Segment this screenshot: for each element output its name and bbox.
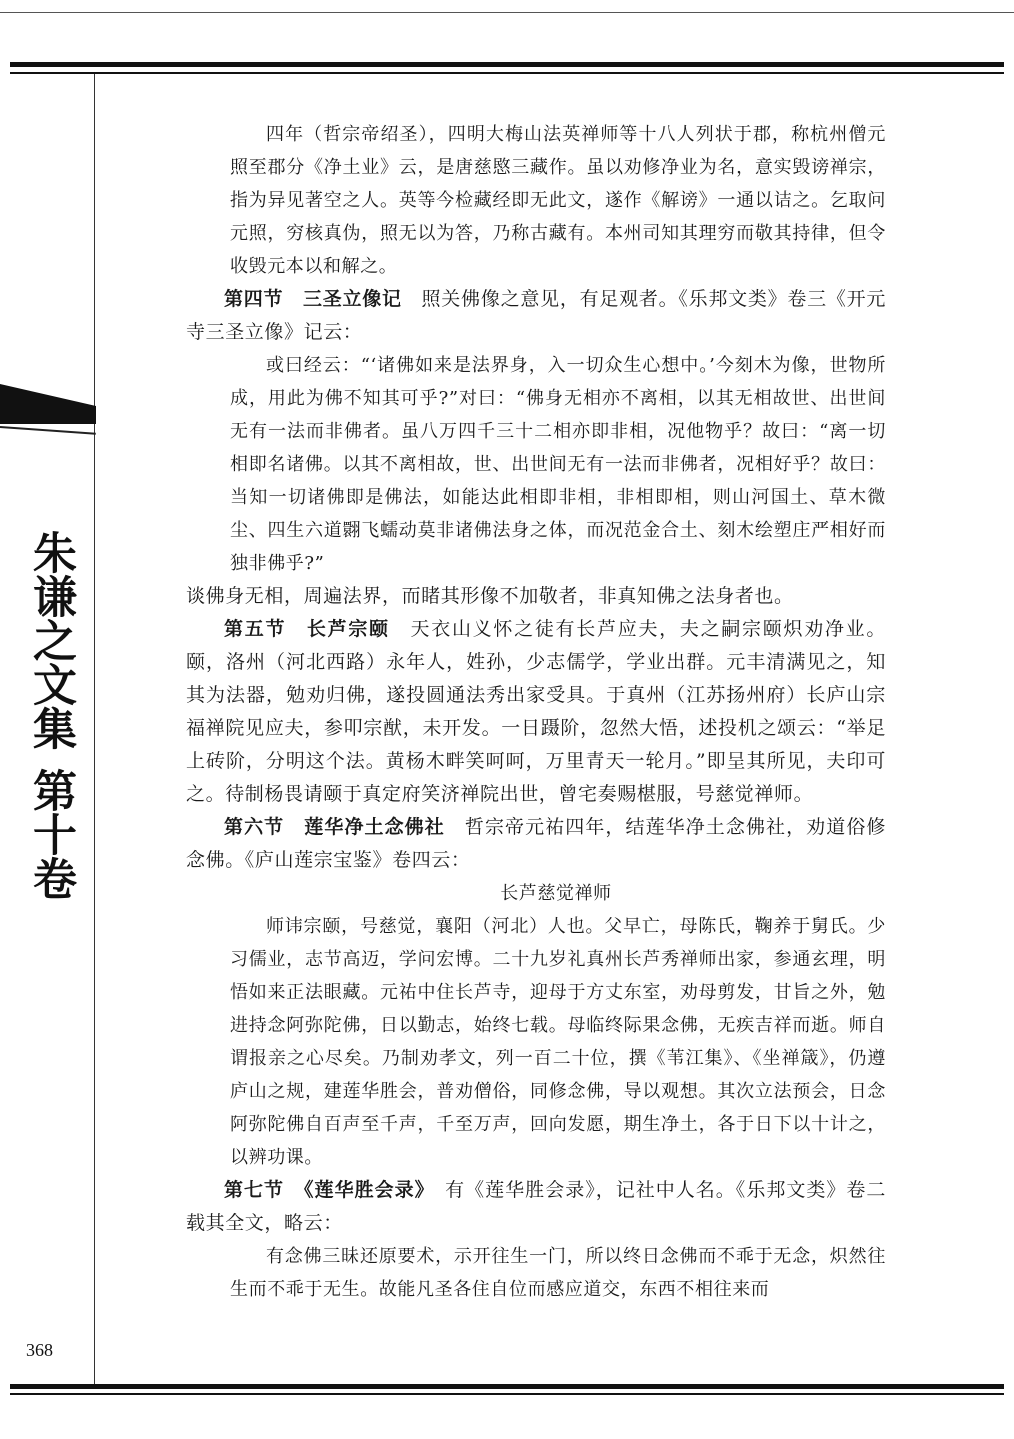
page-number: 368 xyxy=(26,1340,53,1360)
section-text-5: 天衣山义怀之徒有长芦应夫，夫之嗣宗颐炽劝净业。颐，洛州（河北西路）永年人，姓孙，少志儒学，学业出群。元丰清满见之，知其为法器，勉劝归佛，遂投圆通法秀出家受具。于真州（江苏扬州府）长庐山宗福禅院见应夫，参叩宗猷，未开发。一日蹑阶，忽然大悟，述投机之颂云：“举足上砖阶，分明这个法。黄杨木畔笑呵呵，万里青天一轮月。”即呈其所见，夫印可之。待制杨畏请颐于真定府笑济禅院出世，曾宅奏赐椹服，号慈觉禅师。 xyxy=(186,618,886,805)
section-text-6: 哲宗帝元祐四年，结莲华净土念佛社，劝道俗修念佛。《庐山莲宗宝鉴》卷四云： xyxy=(186,816,886,871)
section-text-7: 有《莲华胜会录》，记社中人名。《乐邦文类》卷二载其全文，略云： xyxy=(186,1179,886,1234)
section-text-4: 照关佛像之意见，有足观者。《乐邦文类》卷三《开元寺三圣立像》记云： xyxy=(186,288,886,343)
paragraph-section-6 xyxy=(186,811,886,877)
side-tab-mark xyxy=(0,384,96,424)
section-heading-6: 第六节 莲华净土念佛社 xyxy=(224,816,445,838)
paragraph-quote-4: 有念佛三昧还原要术，示开往生一门，所以终日念佛而不乖于无念，炽然往生而不乖于无生。故能凡圣各住自位而感应道交，东西不相往来而 xyxy=(230,1246,886,1300)
paragraph-section-4 xyxy=(186,283,886,349)
section-heading-4: 第四节 三圣立像记 xyxy=(224,288,402,310)
paragraph-section-5 xyxy=(186,613,886,811)
quote-title: 长芦慈觉禅师 xyxy=(500,883,612,904)
paragraph-section-7 xyxy=(186,1174,886,1240)
header-rule-thick xyxy=(10,62,1004,67)
section-heading-5: 第五节 长芦宗颐 xyxy=(224,618,390,640)
paragraph-quote-2: 或曰经云：“‘诸佛如来是法界身，入一切众生心想中。’今刻木为像，世物所成，用此为佛不知其可乎?”对曰：“佛身无相亦不离相，以其无相故世、出世间无有一法而非佛者。虽八万四千三十二相亦即非相，况他物乎？故曰：“离一切相即名诸佛。以其不离相故，世、出世间无有一法而非佛者，况相好乎？故曰：当知一切诸佛即是佛法，如能达此相即非相，非相即相，则山河国土、草木微尘、四生六道翾飞蠕动莫非诸佛法身之体，而况范金合土、刻木绘塑庄严相好而独非佛乎?” xyxy=(230,355,886,574)
section-heading-7: 第七节 《莲华胜会录》 xyxy=(224,1179,426,1201)
top-hairline xyxy=(0,12,1014,13)
margin-divider xyxy=(94,74,95,1384)
volume-label: 第十卷 xyxy=(25,768,76,900)
paragraph-quote-3: 师讳宗颐，号慈觉，襄阳（河北）人也。父早亡，母陈氏，鞠养于舅氏。少习儒业，志节高迈，学问宏博。二十九岁礼真州长芦秀禅师出家，参通玄理，明悟如来正法眼藏。元祐中住长芦寺，迎母于方丈东室，劝母剪发，甘旨之外，勉进持念阿弥陀佛，日以勤志，始终七载。母临终际果念佛，无疾吉祥而逝。师自谓报亲之心尽矣。乃制劝孝文，列一百二十位，撰《苇江集》、《坐禅箴》，仍遵庐山之规，建莲华胜会，普劝僧俗，同修念佛，导以观想。其次立法预会，日念阿弥陀佛自百声至千声，千至万声，回向发愿，期生净土，各于日下以十计之，以辨功课。 xyxy=(230,916,886,1168)
paragraph-body-flush: 谈佛身无相，周遍法界，而睹其形像不加敬者，非真知佛之法身者也。 xyxy=(186,585,794,607)
paragraph-quote-1: 四年（哲宗帝绍圣），四明大梅山法英禅师等十八人列状于郡，称杭州僧元照至郡分《净土业》云，是唐慈愍三藏作。虽以劝修净业为名，意实毁谤禅宗，指为异见著空之人。英等今检藏经即无此文，遂作《解谤》一通以诘之。乞取问元照，穷核真伪，照无以为答，乃称古藏有。本州司知其理穷而敬其持律，但令收毁元本以和解之。 xyxy=(230,124,886,277)
footer-rule-thin xyxy=(10,1393,1004,1395)
header-rule-thin xyxy=(10,72,1004,74)
page-body xyxy=(186,118,886,1306)
footer-rule-thick xyxy=(10,1384,1004,1389)
side-tab-line xyxy=(0,426,96,435)
book-title: 朱谦之文集 xyxy=(25,530,76,750)
